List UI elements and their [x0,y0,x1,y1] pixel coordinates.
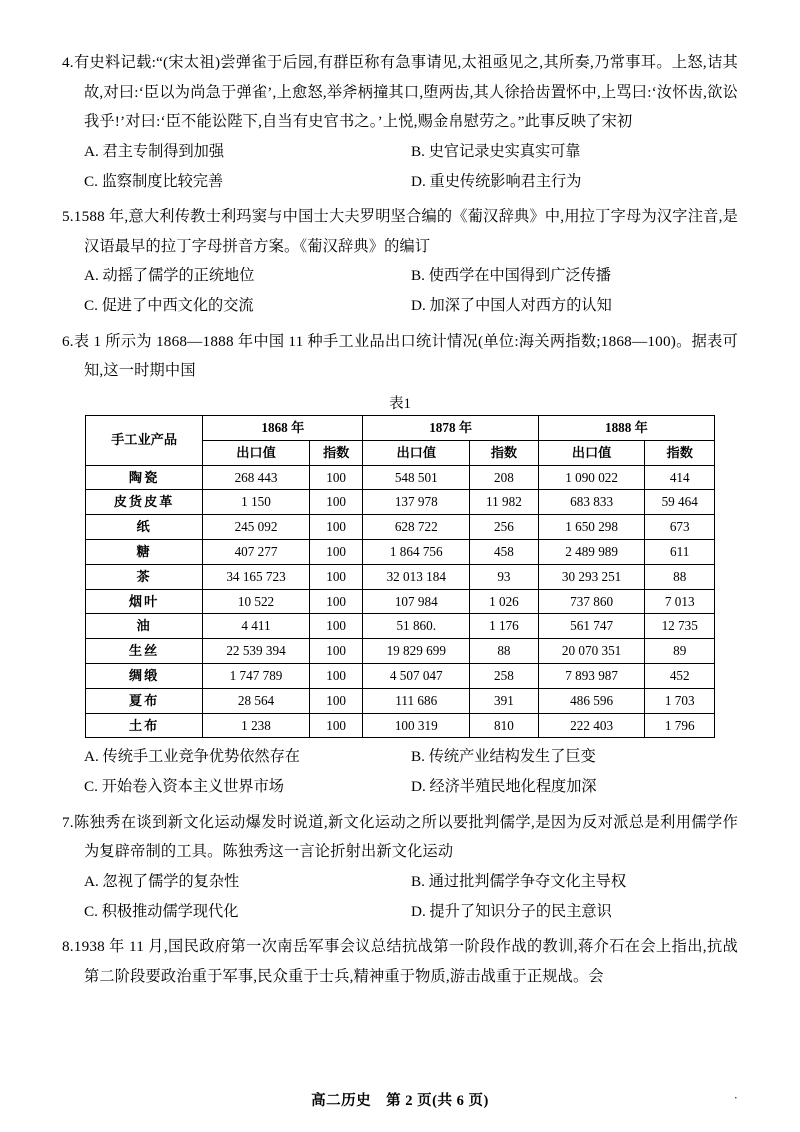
question-q8-number: 8. [62,938,74,956]
table-cell-index: 1 026 [470,589,539,614]
question-q4 [62,48,738,196]
table-header-row-years [86,416,715,441]
table-cell-index: 100 [309,465,363,490]
page-footer [0,1089,800,1110]
table-cell-value: 245 092 [203,515,310,540]
option-q7-a[interactable]: A. 忽视了儒学的复杂性 [84,872,240,890]
table-cell-value: 548 501 [363,465,470,490]
table-subheader-value-1878: 出口值 [363,440,470,465]
question-q5 [62,202,738,321]
table-header-product: 手工业产品 [86,416,203,466]
question-q5-options [62,261,738,320]
question-q4-line-1: 有史料记载:“(宋太祖)尝弹雀于后园,有群臣称有急事请见,太祖亟见之,其所奏,乃常事耳。 [73,54,672,71]
question-q4-line-3: 中,上骂曰:‘汝怀齿,欲讼我乎!’对曰:‘臣不能讼陛下,自当有史官书之。’上悦,赐金帛慰劳 [84,83,738,131]
table-cell-value: 22 539 394 [203,639,310,664]
option-q6-d[interactable]: D. 经济半殖民地化程度加深 [411,778,597,796]
table-header-year-1868: 1868 年 [203,416,363,441]
table-cell-product: 油 [86,614,203,639]
table-cell-value: 20 070 351 [538,639,645,664]
question-q5-line-1: 1588 年,意大利传教士利玛窦与中国士大夫罗明坚合编的《葡汉辞典》中,用拉丁字母为汉字 [73,208,688,226]
option-q4-c[interactable]: C. 监察制度比较完善 [84,172,224,190]
table-cell-product: 生丝 [86,639,203,664]
table-cell-value: 683 833 [538,490,645,515]
table-subheader-value-1888: 出口值 [538,440,645,465]
table-cell-index: 1 703 [645,688,715,713]
handicraft-export-table [85,415,715,738]
question-q6-line-1: 表 1 所示为 1868—1888 年中国 11 种手工业品出口统计情况(单位:海关两指数;1868— [73,332,648,350]
question-q7-text [62,808,738,867]
question-q7-line-1: 陈独秀在谈到新文化运动爆发时说道,新文化运动之所以要批判儒学,是因为反对派总是利 [73,813,676,831]
table-cell-value: 1 090 022 [538,465,645,490]
table-cell-product: 土布 [86,713,203,738]
table-cell-index: 208 [470,465,539,490]
table-row [86,490,715,515]
question-q4-number: 4. [62,54,74,71]
question-q8 [62,932,738,991]
table-cell-index: 1 796 [645,713,715,738]
table-cell-value: 32 013 184 [363,564,470,589]
table-cell-index: 88 [645,564,715,589]
table-cell-value: 407 277 [203,540,310,565]
table-cell-index: 100 [309,564,363,589]
table-cell-value: 628 722 [363,515,470,540]
table-cell-index: 7 013 [645,589,715,614]
question-q7-options [62,867,738,926]
table-cell-index: 88 [470,639,539,664]
table-cell-product: 夏布 [86,688,203,713]
table-cell-index: 1 176 [470,614,539,639]
table-cell-index: 59 464 [645,490,715,515]
table-row [86,664,715,689]
option-q5-c[interactable]: C. 促进了中西文化的交流 [84,297,254,315]
question-q8-line-1: 1938 年 11 月,国民政府第一次南岳军事会议总结抗战第一阶段作战的教训,蒋介石在会上 [73,938,672,956]
question-q6-line-2: 100)。据表可知,这一时期中国 [84,332,738,380]
question-q4-line-4: 之。”此事反映了宋初 [494,113,633,131]
option-q5-a[interactable]: A. 动摇了儒学的正统地位 [84,267,255,285]
table-cell-value: 51 860. [363,614,470,639]
table-row [86,515,715,540]
table-cell-index: 256 [470,515,539,540]
table-cell-index: 100 [309,589,363,614]
table-cell-index: 100 [309,664,363,689]
table-cell-value: 1 238 [203,713,310,738]
question-q7 [62,808,738,927]
option-q7-b[interactable]: B. 通过批判儒学争夺文化主导权 [411,872,627,890]
table-cell-value: 1 747 789 [203,664,310,689]
table-cell-value: 4 411 [203,614,310,639]
question-q4-line-2: 上怒,诘其故,对曰:‘臣以为尚急于弹雀’,上愈怒,举斧柄撞其口,堕两齿,其人徐拾齿置怀 [84,54,738,101]
table-header-year-1888: 1888 年 [538,416,714,441]
table-cell-value: 486 596 [538,688,645,713]
question-q4-options [62,137,738,196]
table-cell-index: 100 [309,688,363,713]
table-cell-index: 100 [309,540,363,565]
question-q8-text [62,932,738,991]
table-cell-value: 107 984 [363,589,470,614]
option-q4-d[interactable]: D. 重史传统影响君主行为 [411,172,582,190]
table-cell-index: 391 [470,688,539,713]
question-q4-text [62,48,738,137]
table-cell-index: 611 [645,540,715,565]
table-cell-product: 糖 [86,540,203,565]
table-row [86,540,715,565]
table-cell-value: 28 564 [203,688,310,713]
option-q4-b[interactable]: B. 史官记录史实真实可靠 [411,142,581,160]
table-cell-value: 561 747 [538,614,645,639]
table-cell-product: 纸 [86,515,203,540]
question-q6-number: 6. [62,332,74,350]
table-cell-index: 258 [470,664,539,689]
question-q6 [62,327,738,802]
option-q4-a[interactable]: A. 君主专制得到加强 [84,142,225,160]
table-row [86,614,715,639]
question-q7-line-2: 用儒学作为复辟帝制的工具。陈独秀这一言论折射出新文化运动 [84,813,738,861]
table-caption: 表1 [389,396,411,413]
option-q6-a[interactable]: A. 传统手工业竞争优势依然存在 [84,748,300,766]
table-subheader-index-1868: 指数 [309,440,363,465]
question-q8-line-2: 指出,抗战第二阶段要政治重于军事,民众重于士兵,精神重于物质,游击战重于正规战。会 [84,938,739,985]
table-cell-index: 100 [309,614,363,639]
option-q5-d[interactable]: D. 加深了中国人对西方的认知 [411,297,612,315]
table-cell-product: 陶瓷 [86,465,203,490]
table-subheader-index-1878: 指数 [470,440,539,465]
option-q5-b[interactable]: B. 使西学在中国得到广泛传播 [411,267,611,285]
page-footer-mark: · [733,1090,738,1105]
table-cell-value: 222 403 [538,713,645,738]
table-cell-value: 737 860 [538,589,645,614]
option-q6-b[interactable]: B. 传统产业结构发生了巨变 [411,748,596,766]
table-cell-value: 1 150 [203,490,310,515]
table-cell-index: 11 982 [470,490,539,515]
table-cell-index: 414 [645,465,715,490]
table-row [86,564,715,589]
table-cell-value: 34 165 723 [203,564,310,589]
table-cell-value: 2 489 989 [538,540,645,565]
question-q5-line-2: 注音,是汉语最早的拉丁字母拼音方案。《葡汉辞典》的编订 [84,208,738,255]
table-cell-value: 111 686 [363,688,470,713]
table-cell-index: 452 [645,664,715,689]
question-q6-options [62,742,738,801]
table-cell-product: 烟叶 [86,589,203,614]
table-cell-index: 89 [645,639,715,664]
option-q7-d[interactable]: D. 提升了知识分子的民主意识 [411,902,612,920]
table-cell-value: 268 443 [203,465,310,490]
table-cell-value: 10 522 [203,589,310,614]
table-subheader-index-1888: 指数 [645,440,715,465]
table-cell-index: 12 735 [645,614,715,639]
table-header-year-1878: 1878 年 [363,416,538,441]
question-q5-text [62,202,738,261]
question-q7-number: 7. [62,813,74,831]
table-cell-product: 茶 [86,564,203,589]
table-cell-value: 4 507 047 [363,664,470,689]
table-cell-value: 30 293 251 [538,564,645,589]
table-cell-product: 绸缎 [86,664,203,689]
page-footer-text: 高二历史 第 2 页(共 6 页) [311,1093,489,1109]
table-row [86,589,715,614]
table-row [86,639,715,664]
option-q6-c[interactable]: C. 开始卷入资本主义世界市场 [84,778,284,796]
table-cell-index: 458 [470,540,539,565]
table-cell-index: 100 [309,515,363,540]
table-cell-index: 100 [309,639,363,664]
table-row [86,688,715,713]
table-cell-value: 1 650 298 [538,515,645,540]
table-cell-value: 100 319 [363,713,470,738]
table-cell-index: 93 [470,564,539,589]
table-cell-value: 19 829 699 [363,639,470,664]
option-q7-c[interactable]: C. 积极推动儒学现代化 [84,902,239,920]
table-row [86,465,715,490]
table-cell-value: 1 864 756 [363,540,470,565]
table-cell-index: 100 [309,490,363,515]
table-cell-index: 810 [470,713,539,738]
question-q5-number: 5. [62,208,74,226]
table-cell-index: 100 [309,713,363,738]
table-cell-value: 7 893 987 [538,664,645,689]
table-cell-value: 137 978 [363,490,470,515]
table-subheader-value-1868: 出口值 [203,440,310,465]
table-row [86,713,715,738]
table-cell-product: 皮货皮革 [86,490,203,515]
question-q6-text [62,327,738,386]
table-cell-index: 673 [645,515,715,540]
